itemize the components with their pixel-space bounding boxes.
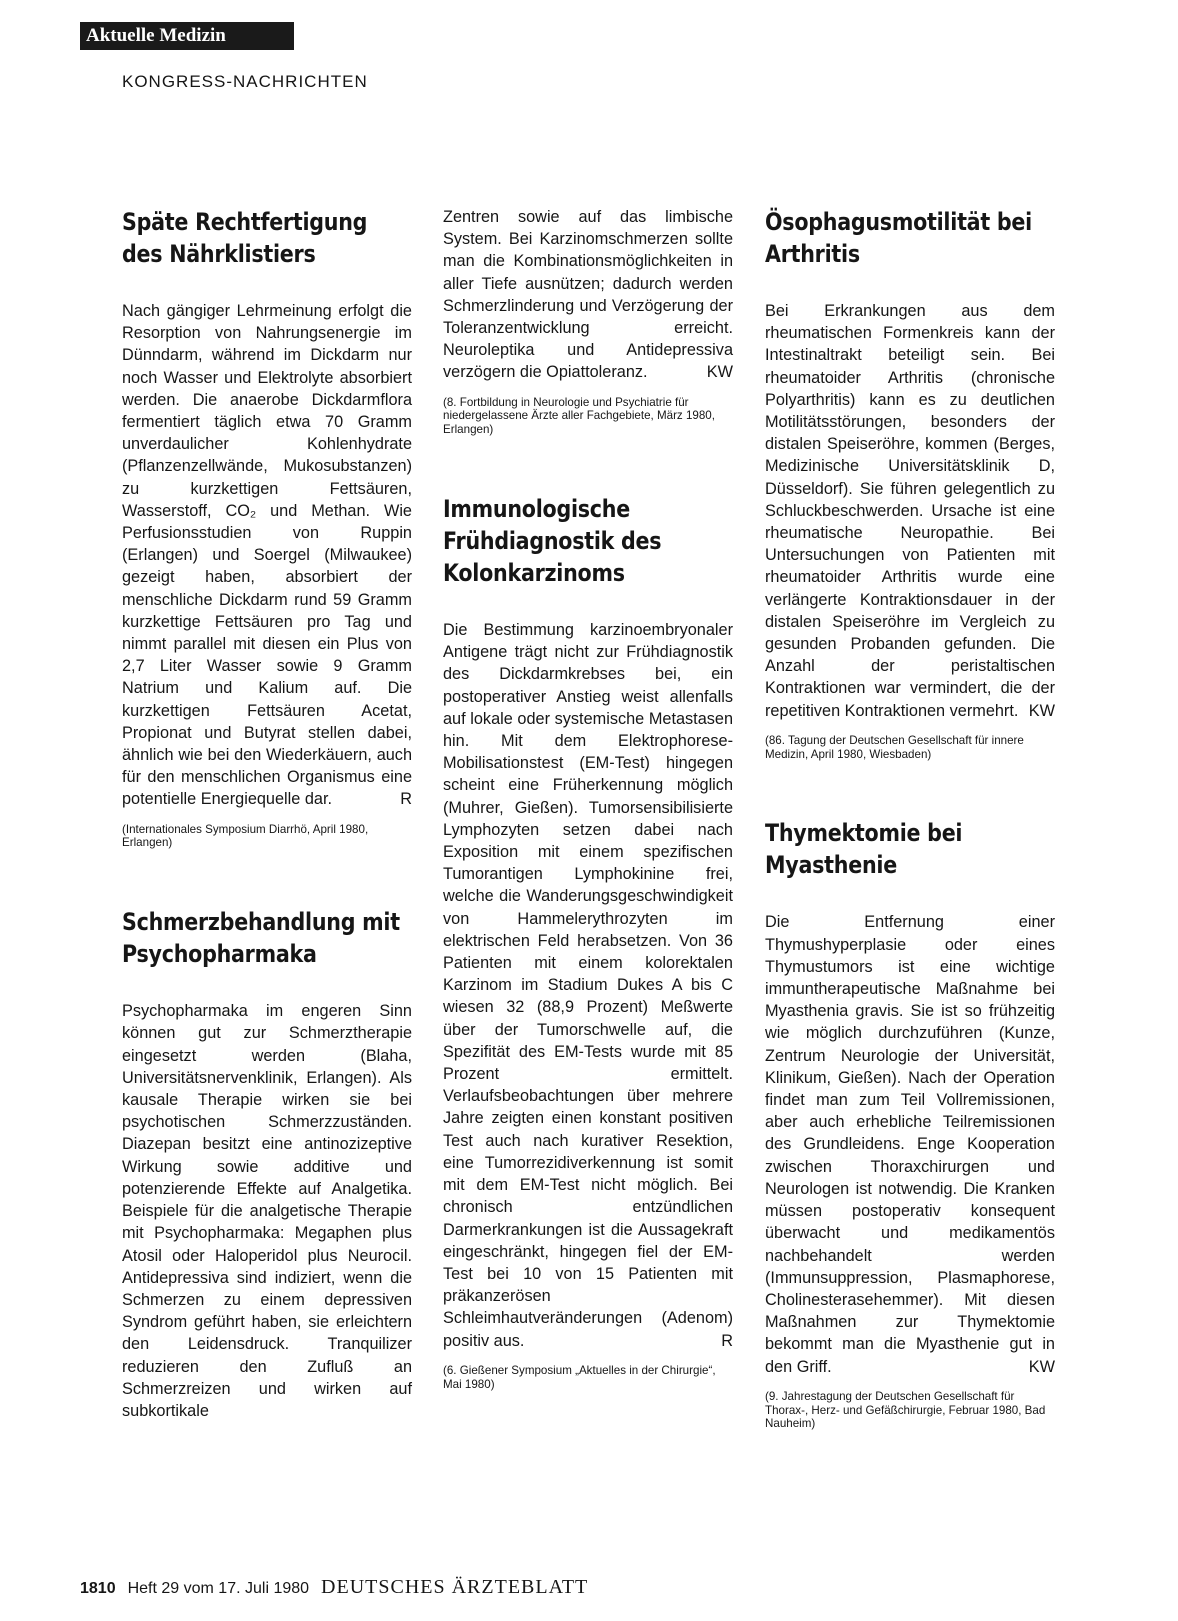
article-kolonkarzinom	[443, 493, 733, 1391]
author-signature: KW	[1028, 1357, 1055, 1376]
article-body	[765, 300, 1055, 722]
article-naehrklistier	[122, 206, 412, 850]
article-body	[443, 206, 733, 384]
article-body	[122, 300, 412, 811]
article-text: Nach gängiger Lehrmeinung erfolgt die Resorption von Nahrungsenergie im Dünndarm, während im Dickdarm nur noch Wasser und Elektrolyte absorbiert werden. Die anaerobe Dickdarmflora fermentiert täglich etwa 70 Gramm unverdaulicher Kohlenhydrate (Pflanzenzellwände, Mukosubstanzen) zu kurzkettigen Fettsäuren, Wasserstoff, CO₂ und Methan. Wie Perfusionsstudien von Ruppin (Erlangen) und Soergel (Milwaukee) gezeigt haben, absorbiert der menschliche Dickdarm rund 59 Gramm kurzkettige Fettsäuren pro Tag und nimmt parallel mit diesen ein Plus von 2,7 Liter Wasser sowie 9 Gramm Natrium und Kalium auf. Die kurzkettigen Fettsäuren Acetat, Propionat und Butyrat stellen dabei, ähnlich wie bei den Wiederkäuern, auch für den menschlichen Organismus eine potentielle Energiequelle dar.	[122, 302, 412, 809]
article-thymektomie	[765, 817, 1055, 1431]
page-kicker: KONGRESS-NACHRICHTEN	[122, 72, 368, 91]
journal-masthead: DEUTSCHES ÄRZTEBLATT	[321, 1576, 589, 1598]
article-text: Die Entfernung einer Thymushyperplasie oder eines Thymustumors ist eine wichtige immuntherapeutische Maßnahme bei Myasthenia gravis. Sie ist so frühzeitig wie möglich durchzuführen (Kunze, Zentrum Neurologie der Universität, Klinikum, Gießen). Nach der Operation findet man zum Teil Vollremissionen, aber auch erhebliche Teilremissionen des Grundleidens. Enge Kooperation zwischen Thoraxchirurgen und Neurologen ist notwendig. Die Kranken müssen postoperativ konsequent überwacht und medikamentös nachbehandelt werden (Immunsuppression, Plasmaphorese, Cholinesterasehemmer). Mit diesen Maßnahmen zur Thymektomie bekommt man die Myasthenie gut in den Griff.	[765, 913, 1055, 1376]
article-headline: Ösophagusmotilität bei Arthritis	[765, 208, 1032, 268]
article-text: Zentren sowie auf das limbische System. Bei Karzinomschmerzen sollte man die Kombinationsmöglichkeiten in aller Tiefe ausnützen; dadurch werden Schmerzlinderung und Verzögerung der Toleranzentwicklung erreicht. Neuroleptika und Antidepressiva verzögern die Opiattoleranz.	[443, 208, 733, 382]
article-text: Bei Erkrankungen aus dem rheumatischen Formenkreis kann der Intestinaltrakt beteiligt sein. Bei rheumatoider Arthritis (chronische Polyarthritis) kann es zu deutlichen Motilitätsstörungen, besonders der distalen Speiseröhre, kommen (Berges, Medizinische Universitätsklinik D, Düsseldorf). Sie führen gelegentlich zu Schluckbeschwerden. Ursache ist eine rheumatische Neuropathie. Bei Untersuchungen von Patienten mit rheumatoider Arthritis wurde eine verlängerte Kontraktionsdauer in der distalen Speiseröhre im Vergleich zu gesunden Probanden gefunden. Die Anzahl der peristaltischen Kontraktionen war vermindert, die der repetitiven Kontraktionen vermehrt.	[765, 302, 1055, 720]
article-source: (9. Jahrestagung der Deutschen Gesellschaft für Thorax-, Herz- und Gefäßchirurgie, Februar 1980, Bad Nauheim)	[765, 1389, 1046, 1431]
issue-info: Heft 29 vom 17. Juli 1980	[127, 1580, 310, 1597]
article-source: (6. Gießener Symposium „Aktuelles in der Chirurgie“, Mai 1980)	[443, 1363, 716, 1391]
article-source: (86. Tagung der Deutschen Gesellschaft für innere Medizin, April 1980, Wiesbaden)	[765, 733, 1024, 761]
page-footer	[80, 1576, 588, 1599]
article-headline: Thymektomie bei Myasthenie	[765, 819, 963, 880]
article-headline: Immunologische Frühdiagnostik des Kolonkarzinoms	[443, 495, 662, 588]
article-text: Die Bestimmung karzinoembryonaler Antigene trägt nicht zur Frühdiagnostik des Dickdarmkrebses bei, ein postoperativer Anstieg weist allenfalls auf lokale oder systemische Metastasen hin. Mit dem Elektrophorese-Mobilisationstest (EM-Test) hingegen scheint eine Früherkennung möglich (Muhrer, Gießen). Tumorsensibilisierte Lymphozyten setzen dabei nach Exposition mit einem spezifischen Tumorantigen Lymphokinine frei, welche die Wanderungsgeschwindigkeit von Hammelerythrozyten im elektrischen Feld herabsetzen. Von 36 Patienten mit einem kolorektalen Karzinom im Stadium Dukes A bis C wiesen 32 (88,9 Prozent) Meßwerte über der Tumorschwelle auf, die Spezifität des EM-Tests wurde mit 85 Prozent ermittelt. Verlaufsbeobachtungen über mehrere Jahre zeigten einen konstant positiven Test auch nach kurativer Resektion, eine Tumorrezidiverkennung ist somit mit dem EM-Test nicht möglich. Bei chronisch entzündlichen Darmerkrankungen ist die Aussagekraft eingeschränkt, hingegen fiel der EM-Test bei 10 von 15 Patienten mit präkanzerösen Schleimhautveränderungen (Adenom) positiv aus.	[443, 621, 733, 1350]
article-headline: Schmerzbehandlung mit Psychopharmaka	[122, 908, 400, 969]
column-3	[765, 206, 1055, 1431]
column-1	[122, 206, 412, 1422]
author-signature: R	[400, 790, 412, 809]
article-source: (8. Fortbildung in Neurologie und Psychiatrie für niedergelassene Ärzte aller Fachgebiete, März 1980, Erlangen)	[443, 395, 715, 437]
page-number: 1810	[80, 1580, 116, 1597]
article-oesophagusmotilitaet	[765, 206, 1055, 761]
column-2	[443, 206, 733, 1391]
article-schmerzbehandlung	[122, 906, 412, 1422]
article-headline: Späte Rechtfertigung des Nährklistiers	[122, 208, 368, 268]
article-body	[765, 911, 1055, 1377]
article-source: (Internationales Symposium Diarrhö, April 1980, Erlangen)	[122, 822, 369, 850]
article-schmerzbehandlung-continued	[443, 206, 733, 437]
author-signature: KW	[1028, 701, 1055, 720]
section-label: Aktuelle Medizin	[80, 22, 294, 50]
article-body	[443, 619, 733, 1352]
author-signature: R	[721, 1331, 733, 1350]
article-body: Psychopharmaka im engeren Sinn können gut zur Schmerztherapie eingesetzt werden (Blaha, Universitätsnervenklinik, Erlangen). Als kausale Therapie wirken sie bei psychotischen Schmerzzuständen. Diazepan besitzt eine antinozizeptive Wirkung sowie additive und potenzierende Effekte auf Analgetika. Beispiele für die analgetische Therapie mit Psychopharmaka: Megaphen plus Atosil oder Haloperidol plus Neurocil. Antidepressiva sind indiziert, wenn die Schmerzen zu einem depressiven Syndrom geführt haben, sie erleichtern den Leidensdruck. Tranquilizer reduzieren den Zufluß an Schmerzreizen und wirken auf subkortikale	[122, 1002, 412, 1420]
author-signature: KW	[706, 363, 733, 382]
